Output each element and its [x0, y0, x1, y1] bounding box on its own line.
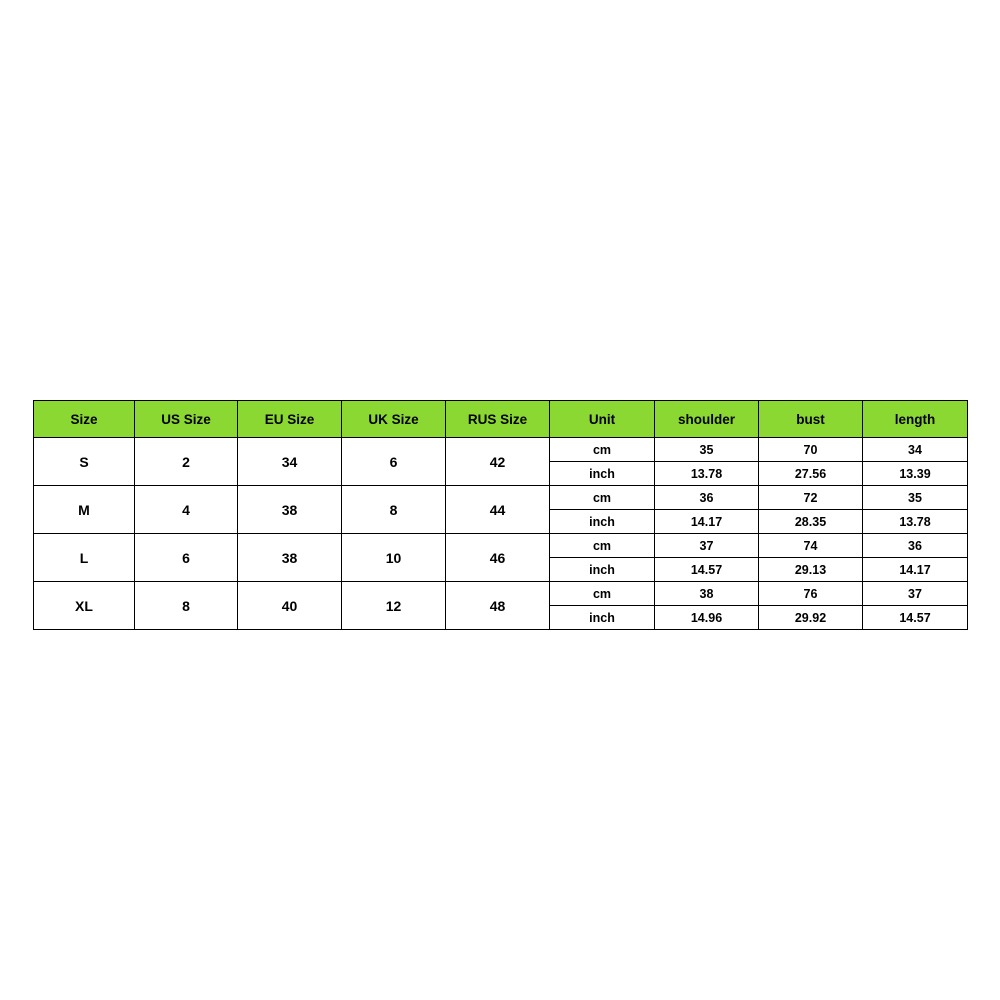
cell-unit-cm: cm [550, 438, 655, 462]
cell-bust-cm: 72 [759, 486, 863, 510]
header-shoulder: shoulder [655, 401, 759, 438]
header-length: length [863, 401, 968, 438]
cell-uk-size: 6 [342, 438, 446, 486]
header-uk-size: UK Size [342, 401, 446, 438]
cell-shoulder-cm: 35 [655, 438, 759, 462]
cell-shoulder-inch: 14.57 [655, 558, 759, 582]
cell-bust-cm: 74 [759, 534, 863, 558]
cell-unit-cm: cm [550, 582, 655, 606]
cell-size: L [34, 534, 135, 582]
cell-rus-size: 42 [446, 438, 550, 486]
cell-eu-size: 34 [238, 438, 342, 486]
cell-shoulder-inch: 13.78 [655, 462, 759, 486]
cell-uk-size: 8 [342, 486, 446, 534]
cell-bust-inch: 29.92 [759, 606, 863, 630]
cell-unit-cm: cm [550, 486, 655, 510]
cell-unit-inch: inch [550, 510, 655, 534]
cell-bust-inch: 28.35 [759, 510, 863, 534]
cell-size: M [34, 486, 135, 534]
header-eu-size: EU Size [238, 401, 342, 438]
cell-uk-size: 12 [342, 582, 446, 630]
cell-size: S [34, 438, 135, 486]
cell-uk-size: 10 [342, 534, 446, 582]
cell-length-inch: 13.39 [863, 462, 968, 486]
cell-shoulder-inch: 14.96 [655, 606, 759, 630]
cell-unit-inch: inch [550, 558, 655, 582]
cell-unit-inch: inch [550, 606, 655, 630]
cell-shoulder-cm: 37 [655, 534, 759, 558]
cell-length-cm: 34 [863, 438, 968, 462]
header-bust: bust [759, 401, 863, 438]
header-us-size: US Size [135, 401, 238, 438]
cell-length-cm: 37 [863, 582, 968, 606]
cell-length-cm: 35 [863, 486, 968, 510]
cell-us-size: 4 [135, 486, 238, 534]
table-row [34, 582, 968, 606]
cell-unit-inch: inch [550, 462, 655, 486]
cell-bust-cm: 76 [759, 582, 863, 606]
cell-length-inch: 13.78 [863, 510, 968, 534]
header-row [34, 401, 968, 438]
cell-rus-size: 46 [446, 534, 550, 582]
table-row [34, 534, 968, 558]
cell-shoulder-inch: 14.17 [655, 510, 759, 534]
cell-bust-cm: 70 [759, 438, 863, 462]
cell-eu-size: 40 [238, 582, 342, 630]
size-chart-table [33, 400, 968, 630]
cell-us-size: 8 [135, 582, 238, 630]
cell-eu-size: 38 [238, 486, 342, 534]
cell-bust-inch: 29.13 [759, 558, 863, 582]
cell-length-inch: 14.57 [863, 606, 968, 630]
size-chart-container [33, 400, 967, 630]
cell-us-size: 6 [135, 534, 238, 582]
header-unit: Unit [550, 401, 655, 438]
cell-rus-size: 44 [446, 486, 550, 534]
cell-length-cm: 36 [863, 534, 968, 558]
table-body [34, 438, 968, 630]
cell-us-size: 2 [135, 438, 238, 486]
cell-rus-size: 48 [446, 582, 550, 630]
table-row [34, 438, 968, 462]
header-size: Size [34, 401, 135, 438]
cell-shoulder-cm: 36 [655, 486, 759, 510]
table-row [34, 486, 968, 510]
cell-size: XL [34, 582, 135, 630]
table-header [34, 401, 968, 438]
cell-length-inch: 14.17 [863, 558, 968, 582]
header-rus-size: RUS Size [446, 401, 550, 438]
cell-eu-size: 38 [238, 534, 342, 582]
cell-bust-inch: 27.56 [759, 462, 863, 486]
cell-shoulder-cm: 38 [655, 582, 759, 606]
cell-unit-cm: cm [550, 534, 655, 558]
